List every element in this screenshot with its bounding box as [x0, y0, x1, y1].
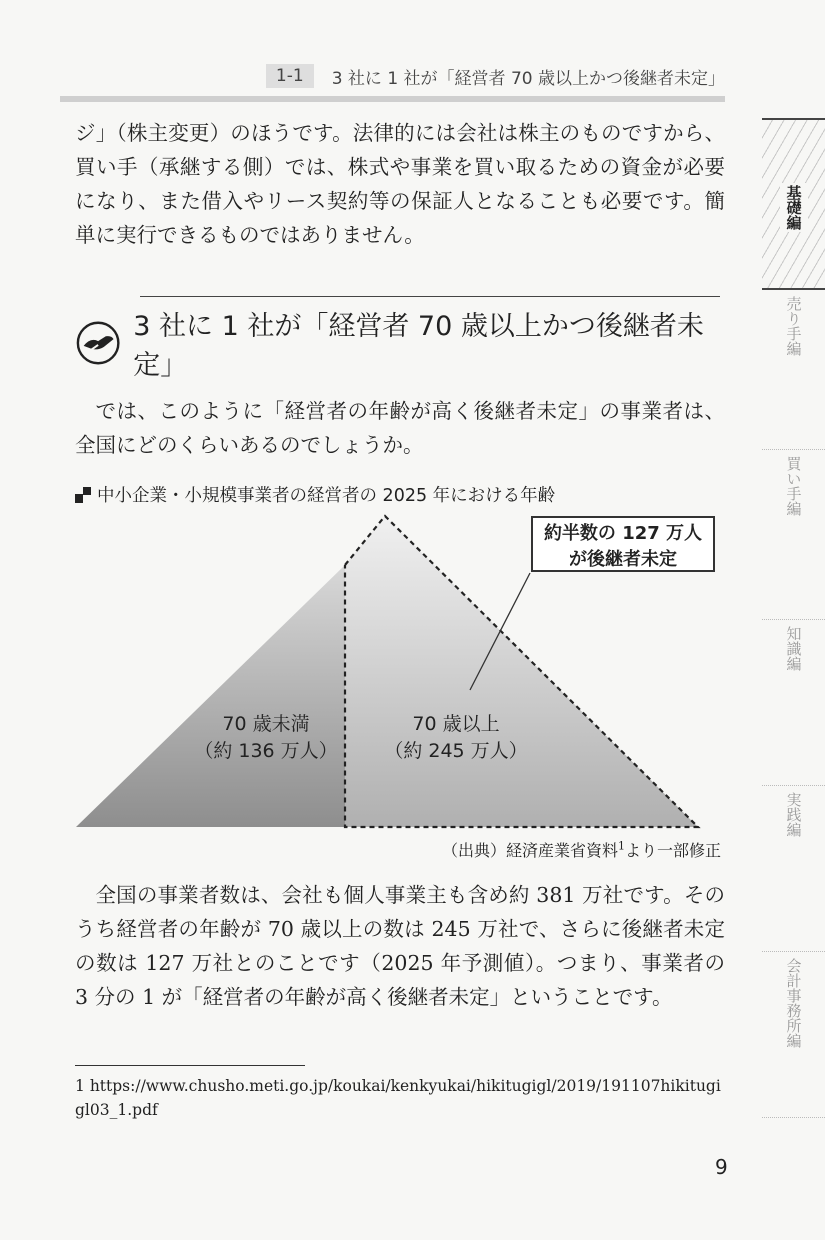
over-70-count: （約 245 万人）	[384, 740, 528, 762]
source-prefix: （出典）経済産業省資料	[441, 841, 618, 860]
handshake-icon	[75, 319, 121, 367]
callout-line-2: が後継者未定	[569, 549, 677, 570]
sidebar-tab-knowledge[interactable]	[762, 620, 825, 786]
sidebar-tab-label: 実践編	[784, 792, 803, 837]
successor-undecided-callout	[531, 516, 715, 572]
sidebar-thumb-index	[762, 118, 825, 1118]
figure-source	[442, 838, 721, 861]
page-number: 9	[715, 1155, 728, 1179]
sidebar-tab-label: 知識編	[784, 626, 803, 671]
under-70-label: 70 歳未満	[222, 713, 310, 735]
figure-caption	[75, 482, 555, 507]
running-title: 3 社に 1 社が「経営者 70 歳以上かつ後継者未定」	[331, 68, 725, 89]
section-heading-text: 3 社に 1 社が「経営者 70 歳以上かつ後継者未定」	[133, 311, 704, 381]
footnote-number: 1	[75, 1077, 85, 1095]
footnote-url[interactable]: https://www.chusho.meti.go.jp/koukai/kenkyukai/hikitugigl/2019/191107hikitugigl03_1.pdf	[75, 1077, 721, 1119]
section-paragraph: では、このように「経営者の年齢が高く後継者未定」の事業者は、全国にどのくらいあるのでしょうか。	[75, 399, 725, 457]
sidebar-tab-practice[interactable]	[762, 786, 825, 952]
sidebar-tab-label: 会計事務所編	[784, 958, 803, 1048]
under-70-region	[76, 565, 345, 827]
over-70-label: 70 歳以上	[412, 713, 500, 735]
sidebar-tab-label: 買い手編	[784, 456, 803, 516]
section-heading	[75, 311, 735, 381]
body-paragraph: 全国の事業者数は、会社も個人事業主も含め約 381 万社です。そのうち経営者の年齢が 70 歳以上の数は 245 万社で、さらに後継者未定の数は 127 万社とのことです（2025 年予測値）。つまり、事業者の 3 分の 1 が「経営者の年齢が高く後継者未定」ということです。	[75, 883, 725, 1009]
sidebar-tab-label: 売り手編	[784, 296, 803, 356]
section-divider	[140, 296, 720, 297]
running-header	[60, 56, 725, 102]
figure-caption-text: 中小企業・小規模事業者の経営者の 2025 年における年齢	[97, 486, 556, 506]
sidebar-tab-accounting-firm[interactable]	[762, 952, 825, 1118]
under-70-count: （約 136 万人）	[194, 740, 338, 762]
sidebar-tab-basics[interactable]	[762, 118, 825, 290]
footnote-divider	[75, 1065, 305, 1066]
source-suffix: より一部修正	[624, 841, 721, 860]
footnote	[75, 1074, 725, 1122]
sidebar-tab-seller[interactable]	[762, 290, 825, 450]
caption-bullet-icon	[75, 487, 91, 503]
section-number: 1-1	[266, 64, 314, 88]
sidebar-tab-buyer[interactable]	[762, 450, 825, 620]
sidebar-tab-label: 基礎編	[780, 183, 808, 232]
intro-paragraph: ジ」（株主変更）のほうです。法律的には会社は株主のものですから、買い手（承継する側）では、株式や事業を買い取るための資金が必要になり、また借入やリース契約等の保証人となることも必要です。簡単に実行できるものではありません。	[75, 121, 725, 247]
callout-line-1: 約半数の 127 万人	[543, 523, 703, 544]
footnote-ref[interactable]: 1	[617, 839, 625, 853]
